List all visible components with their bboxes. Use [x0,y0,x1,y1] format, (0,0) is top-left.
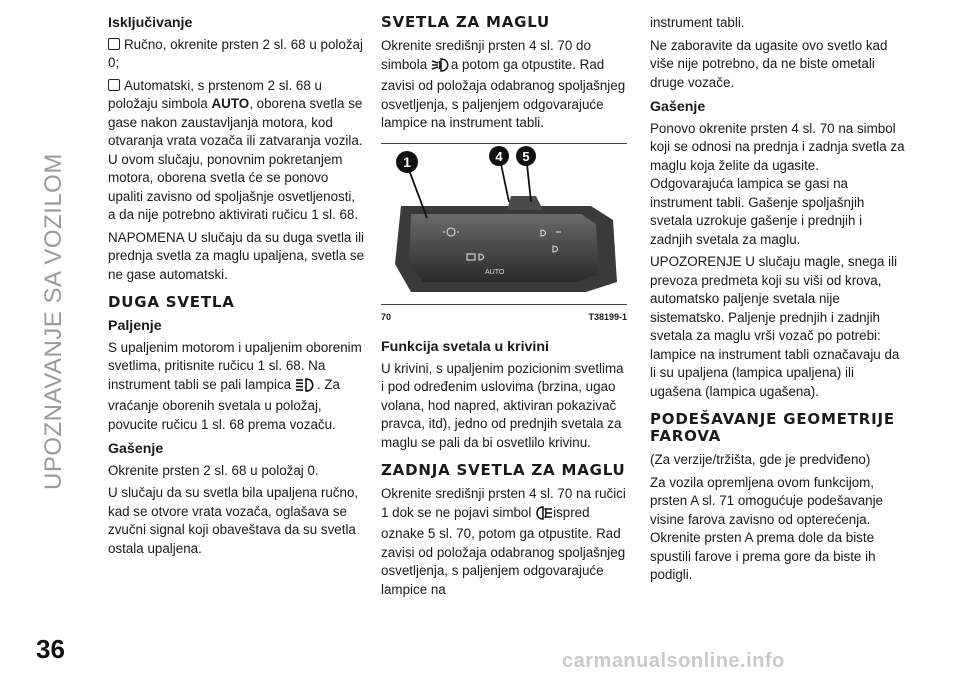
bullet-manual [108,36,366,73]
section-duga-svetla: DUGA SVETLA [108,293,235,311]
heading-gasenje-fog: Gašenje [650,99,706,115]
paragraph-gasenje: Okrenite prsten 2 sl. 68 u položaj 0. [108,462,319,478]
rear-text-post: ispred oznake 5 sl. 70, potom ga otpustite. Rad zavisi od položaja odabranog spoljašnjeg osvetljenja, s paljenjem odgovarajuće lampice na [381,504,626,597]
heading-gasenje: Gašenje [108,441,164,457]
fog-text-post: a potom ga otpustite. Rad zavisi od položaja odabranog spoljašnjeg osvetljenja, s paljenjem odgovarajuće lampice na instrument tabli. [381,56,626,130]
page-number: 36 [36,634,65,664]
paljenje-text-pre: S upaljenim motorom i upaljenim oborenim svetlima, pritisnite ručicu 1 sl. 68. Na instrument tabli se pali lampica [108,339,362,392]
paljenje-text-post: . Za vraćanje oborenih svetala u položaj, povucite ručicu 1 sl. 68 prema vozaču. [108,376,340,432]
section-zadnja-svetla: ZADNJA SVETLA ZA MAGLU [381,461,626,479]
section-podesavanje: PODEŠAVANJE GEOMETRIJE FAROVA [650,410,895,445]
bullet-manual-text: Ručno, okrenite prsten 2 sl. 68 u položaj 0; [108,36,363,70]
column-3 [650,14,906,589]
chapter-title-text: UPOZNAVANJE SA VOZILOM [40,153,67,490]
figure-70 [381,143,627,305]
callout-1-label: 1 [403,153,411,170]
callout-4-label: 4 [495,148,503,164]
rear-fog-icon [535,506,553,526]
paragraph-fog [381,37,627,133]
paragraph-paljenje [108,339,366,435]
paragraph-adjust: Za vozila opremljena ovom funkcijom, prsten A sl. 71 omogućuje podešavanje visine farova zavisno od opterećenja. Okrenite prsten A prema dole da biste spustili farove i prema gore da biste ih podigli. [650,474,884,582]
figure-caption [381,308,627,327]
heading-paljenje: Paljenje [108,318,162,334]
note-text: NAPOMENA U slučaju da su duga svetla ili prednja svetla za maglu upaljena, svetla se ne gase automatski. [108,229,365,282]
paragraph-remind: Ne zaboravite da ugasite ovo svetlo kad više nije potrebno, da ne biste ometali druge vozače. [650,37,888,90]
paragraph-rear [381,485,627,599]
auto-ring-label: AUTO [485,268,505,276]
front-fog-icon [431,58,451,78]
paragraph-gasenje-2: U slučaju da su svetla bila upaljena ručno, kad se otvore vrata vozača, oglašava se zvučni signal koji obaveštava da su svetla ostala upaljena. [108,485,359,556]
paragraph-krivina: U krivini, s upaljenim pozicionim svetlima i pod određenim uslovima (brzina, ugao volana, hod napred, aktiviran pokazivač pravca, itd), jedno od prednjih svetala za maglu se pali da bi osvetlilo krivinu. [381,360,624,450]
bullet-square-icon [108,79,120,91]
paragraph-cont: instrument tabli. [650,15,745,30]
bullet-auto-text-pre: Automatski, s prstenom 2 sl. 68 u položaju simbola [108,77,322,111]
paragraph-adjust-note: (Za verzije/tržišta, gde je predviđeno) [650,452,871,467]
section-svetla-za-maglu: SVETLA ZA MAGLU [381,13,551,31]
stalk-illustration [381,144,627,302]
figure-code: T38199-1 [588,311,627,322]
bullet-square-icon [108,38,120,50]
column-1 [108,14,366,562]
bullet-auto [108,77,366,225]
high-beam-icon [295,378,317,398]
heading-isklj: Isključivanje [108,15,193,31]
figure-number: 70 [381,311,392,322]
fog-text-pre: Okrenite središnji prsten 4 sl. 70 do simbola [381,38,591,72]
callout-5-label: 5 [522,148,530,164]
heading-krivina: Funkcija svetala u krivini [381,339,549,355]
stalk-joint [507,196,543,210]
bullet-auto-text-post: , oborena svetla se gase nakon zaustavljanja motora, kod otvaranja vrata vozača ili zatvaranja vozila. U ovom slučaju, ponovnim pokretanjem motora, oborena svetla će se ponovo upaliti zavisno od spoljašnje osvetljenosti, a da nije potrebno aktivirati ručicu 1 sl. 68. [108,96,363,222]
paragraph-gasenje-fog: Ponovo okrenite prsten 4 sl. 70 na simbol koji se odnosi na prednja i zadnja svetla za maglu koja želite da ugasite. Odgovarajuća lampica se gasi na instrument tabli. Gašenje spoljašnjih svetala uzrokuje gašenje i prednjih i zadnjih svetala za maglu. [650,120,905,247]
column-2 [381,14,627,603]
auto-bold: AUTO [211,96,250,111]
paragraph-warning: UPOZORENJE U slučaju magle, snega ili prevoza predmeta koji su viši od krova, automatsko paljenje svetala nije sistematsko. Paljenje prednjih i zadnjih svetala za maglu vrši vozač po potrebi: lampice na instrument tabli označavaju da li su upaljena (lampica upaljena) ili ugašena (lampica ugašena). [650,254,900,399]
rear-text-pre: Okrenite središnji prsten 4 sl. 70 na ručici 1 dok se ne pojavi simbol [381,486,626,520]
footer-watermark: carmanualsonline.info [562,650,785,672]
